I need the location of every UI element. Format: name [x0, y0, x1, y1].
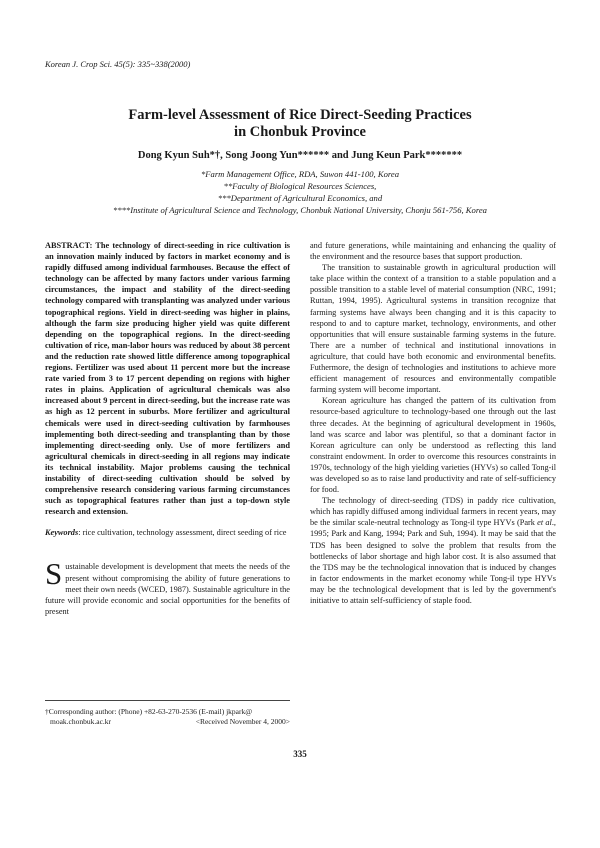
received-date: <Received November 4, 2000>: [195, 717, 290, 726]
corresponding-author-footnote: [45, 700, 290, 727]
left-column: [45, 240, 290, 617]
drop-cap: S: [45, 556, 63, 592]
title-line-2: in Chonbuk Province: [234, 124, 366, 140]
right-column: [310, 240, 556, 606]
intro-text: ustainable development is development that meets the needs of the present without compromising the ability of future generations to meet their own needs (WCED, 1987). Sustainable agriculture in the future will provide economic and social opportunities for the benefits of present: [45, 562, 290, 616]
footnote-contact: †Corresponding author: (Phone) +82-63-270-2536 (E-mail) jkpark@: [45, 707, 253, 716]
paragraph-4-part-a: The technology of direct-seeding (TDS) in paddy rice cultivation, which has rapidly diffused among individual farmers in recent years, may be the similar scale-neutral technology as Tong-il type HYVs (Park: [310, 496, 556, 528]
affiliation-4: ****Institute of Agricultural Science and Technology, Chonbuk National University, Chonju 561-756, Korea: [113, 205, 487, 215]
body-paragraph-4: [310, 495, 556, 606]
affiliation-3: ***Department of Agricultural Economics, and: [217, 193, 383, 203]
footnote-line-2: [45, 717, 290, 727]
abstract: ABSTRACT: The technology of direct-seeding in rice cultivation is an innovation mainly induced by factors in market economy and is rapidly diffused among individual farmhouses. Because the effect of technology can be affected by many factors under various farming circumstances, the impact and stability of the direct-seeding technology compared with transplanting was analyzed under various topographical regions. Yield in direct-seeding was higher in plains, although the farm size producing higher yield was quite different depending on the topographical regions. In the direct-seeding cultivation of rice, man-labor hours was reduced by about 38 percent and the reduction rate showed little difference among topographical regions. Fertilizer was used about 11 percent more but the increase rate varied from 3 to 17 percent depending on regions with higher rates in plains. Application of agricultural chemicals was also increased about 9 percent in direct-seeding, but the increase rate was as high as 12 percent in suburbs. More fertilizer and agricultural chemicals were used in direct-seeding cultivation by farmhouses implementing both direct-seeding and transplanting than by those implementing direct-seeding only. Use of more fertilizers and agricultural chemicals in direct-seeding in all regions may indicate its technical instability. Major problems causing the technical instability of direct-seeding cultivation should be solved by comprehensive research considering various farming circumstances such as topographical features rather than just a top-down style research and extension.: [45, 241, 290, 517]
title-line-1: Farm-level Assessment of Rice Direct-Seeding Practices: [128, 107, 472, 123]
footnote-email-rest: moak.chonbuk.ac.kr: [50, 717, 112, 726]
affiliations: [40, 168, 560, 216]
body-paragraph-1: and future generations, while maintaining and enhancing the quality of the environment and the resource bases that support production.: [310, 241, 556, 262]
keywords-text: : rice cultivation, technology assessment, direct seeding of rice: [78, 528, 287, 538]
et-al: et al: [537, 518, 552, 528]
paragraph-4-part-b: ., 1995; Park and Kang, 1994; Park and Suh, 1994). It may be said that the TDS has been designed to solve the problem that results from the bottlenecks of labor shortage and high labor cost. It is also assumed that the TDS may be the technological innovation that is induced by changes in factor endowments in the market economy while Tong-il type HYVs may be the technological development that is led by the government's initiative to attain self-sufficiency of staple food.: [310, 518, 557, 605]
keywords: [45, 527, 290, 538]
body-paragraph-3: Korean agriculture has changed the pattern of its cultivation from resource-based agriculture to technology-based one through out the last three decades. At the beginning of agricultural development in 1960s, land was scarce and labor was plentiful, so that a dominant factor in Korean agriculture can only be understood as reflecting this land constraint endowment. In order to overcome this resources constraints in 1970s, technology of the high yielding varieties (HYVs) so called Tong-il was developed so as to raise land productivity and rate of self-sufficiency for food.: [310, 396, 556, 495]
affiliation-1: *Farm Management Office, RDA, Suwon 441-100, Korea: [200, 169, 400, 179]
author-list: Dong Kyun Suh*†, Song Joong Yun****** and Jung Keun Park*******: [137, 150, 463, 161]
page-number: 335: [293, 749, 307, 759]
paper-title: [40, 107, 560, 141]
body-paragraph-2: The transition to sustainable growth in agricultural production will take place within the context of a transition to a stable population and a possible transition to a stable level of material consumption (NRC, 1991; Ruttan, 1994, 1995). Agricultural systems in transition recognize that farming systems have always been changing and it is this capacity to respond to and to capture market, technology, environments, and other opportunities that will ensure sustainable farming systems in the future. There are a number of technical and institutional innovations in agriculture, that could have both economic and environmental benefits. Futhermore, the design of technologies and institutions to achieve more efficient management of resources and environmentally compatible farming system will become important.: [310, 263, 556, 395]
keywords-label: Keywords: [45, 528, 79, 538]
journal-citation: Korean J. Crop Sci. 45(5): 335~338(2000): [45, 59, 191, 69]
affiliation-2: **Faculty of Biological Resources Sciences,: [223, 181, 377, 191]
intro-paragraph: [45, 556, 290, 616]
